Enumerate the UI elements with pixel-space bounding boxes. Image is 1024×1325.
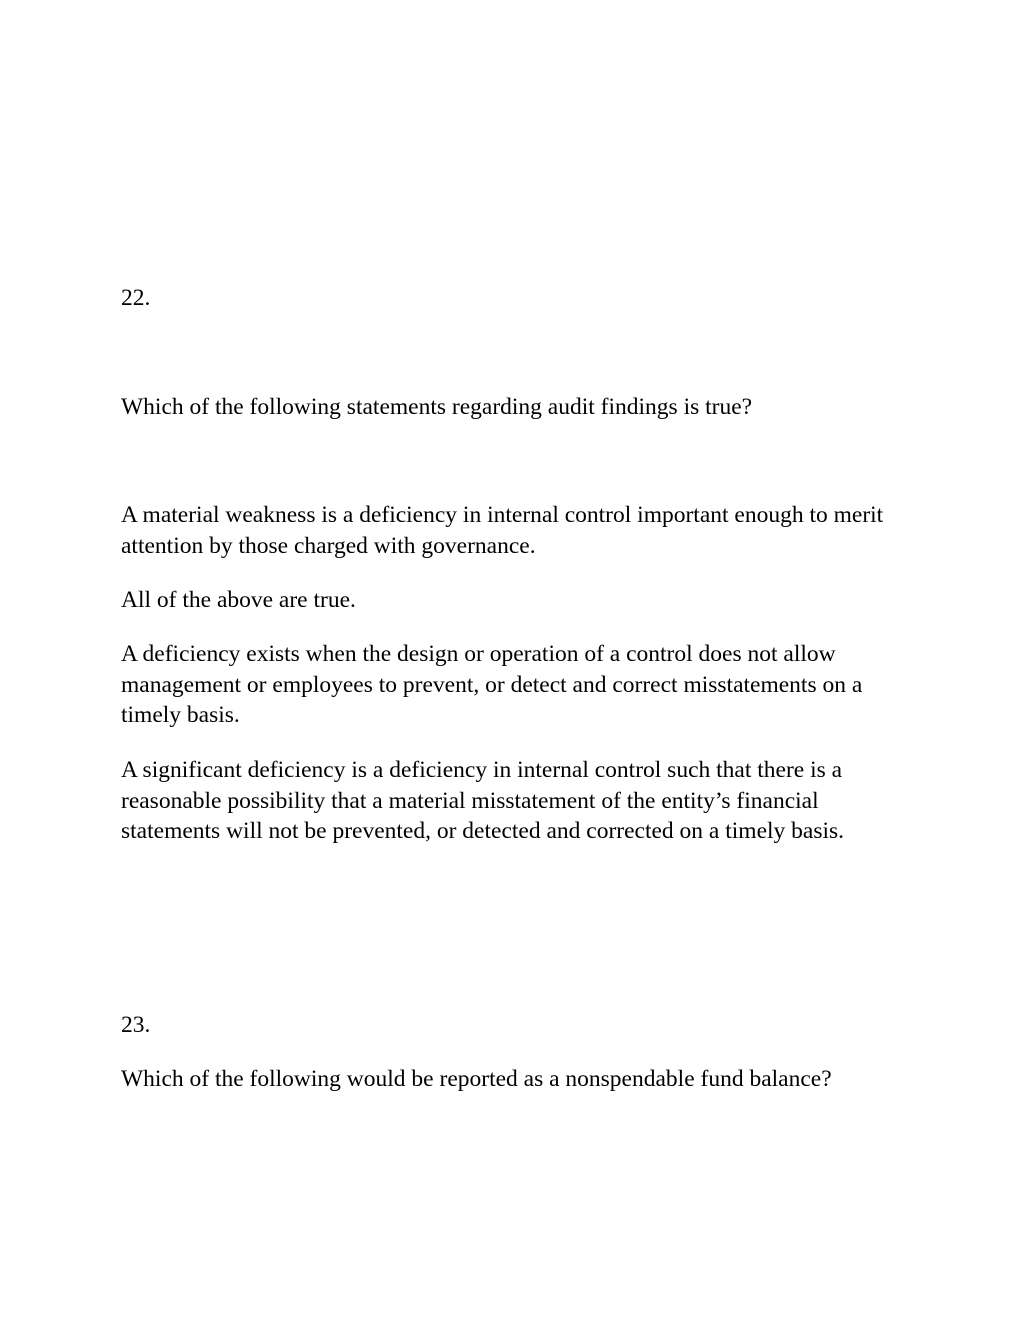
question-stem: Which of the following would be reported as a nonspendable fund balance? [121,1066,832,1092]
answer-option: A significant deficiency is a deficiency in internal control such that there is a reasonable possibility that a material misstatement of the entity’s financial statements will not be prevented, or detected and corrected on a timely basis. [121,757,845,844]
answer-option: A material weakness is a deficiency in internal control important enough to merit attention by those charged with governance. [121,502,884,559]
answer-option: A deficiency exists when the design or operation of a control does not allow management or employees to prevent, or detect and correct misstatements on a timely basis. [121,641,863,728]
question-stem: Which of the following statements regarding audit findings is true? [121,394,753,420]
question-number: 23. [121,1012,151,1038]
question-number: 22. [121,285,151,311]
answer-option: All of the above are true. [121,587,356,613]
